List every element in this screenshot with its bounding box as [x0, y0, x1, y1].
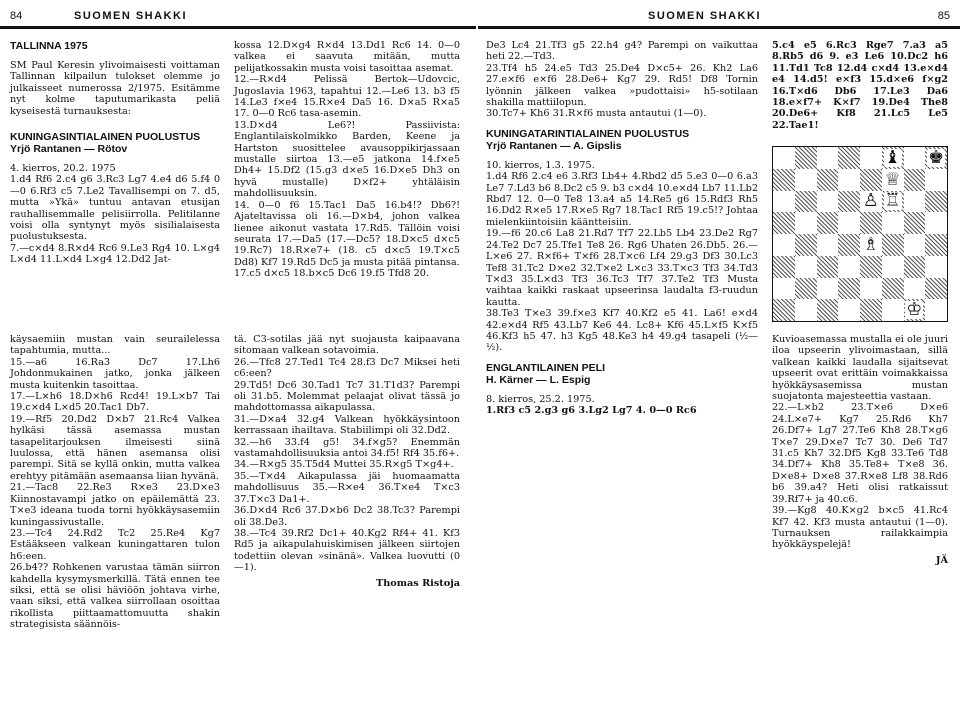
- board-square: [838, 212, 860, 234]
- board-square: [904, 299, 926, 321]
- board-square: [773, 256, 795, 278]
- board-square: [925, 147, 947, 169]
- section-heading: H. Kärner — L. Espig: [486, 373, 591, 386]
- paragraph: SM Paul Keresin ylivoimaisesti voittaman Tallinnan kilpailun tulokset olemme jo julkaisseet numerossa 2/1975. Esitämme nyt kolme taputumarikasta peliä kyseisestä turnauksesta:: [10, 60, 220, 117]
- magazine-title: SUOMEN SHAKKI: [74, 10, 188, 22]
- board-square: [838, 169, 860, 191]
- board-square: [904, 234, 926, 256]
- column-4-top: [772, 40, 948, 131]
- board-square: [860, 147, 882, 169]
- paragraph: 21.—Tac8 22.Re3 R×e3 23.D×e3 Kiinnostavampi jatko on epäilemättä 23. T×e3 ideana tuoda torni hyökkäysasemiin kuningassivustalle.: [10, 482, 220, 528]
- paragraph: 23.—Tc4 24.Rd2 Tc2 25.Re4 Kg7 Estääkseen valkean kuningattaren tulon h6:een.: [10, 527, 220, 562]
- board-square: [795, 256, 817, 278]
- board-square: [882, 299, 904, 321]
- board-square: [773, 147, 795, 169]
- paragraph: 19.—Rf5 20.Dd2 D×b7 21.Rc4 Valkea hylkäsi tässä asemassa mustan tasapelitarjouksen ilmeisesti siinä luulossa, että hänen asemansa olisi parempi. Sitä se kyllä onkin, mutta valkea erehtyy pitämään asemaansa liian hyvänä.: [10, 413, 220, 482]
- chess-piece: ♚: [928, 146, 945, 168]
- spacer: [10, 155, 220, 163]
- paragraph: 22.—L×b2 23.T×e6 D×e6 24.L×e7+ Kg7 25.Rd6 Kh7 26.Df7+ Lg7 27.Te6 Kh8 28.T×g6 T×e7 29.D×e7 Tc7 30. De6 Td7 31.c5 Kh7 32.Df5 Kg8 33.Te6 Td8 34.Df7+ Kh8 35.Te8+ T×e8 36. D×e8+ D×e8 37.R×e8 Lf8 38.Rd6 b6 39.a4? Heti olisi ratkaissut 39.Rf7+ ja 40.c6.: [772, 402, 948, 505]
- paragraph: 1.d4 Rf6 2.c4 g6 3.Rc3 Lg7 4.e4 d6 5.f4 0—0 6.Rf3 c5 7.Le2 Tavallisempi on 7. d5, mutta »Ykä» tuntuu antavan etusijan rauhallisemmalle pelisiirrolla. Pelitilanne voisi olla syntynyt myös sisilialaisesta puolustuksesta.: [10, 174, 220, 243]
- board-square: [904, 169, 926, 191]
- board-square: [838, 256, 860, 278]
- paragraph: 1.Rf3 c5 2.g3 g6 3.Lg2 Lg7 4. 0—0 Rc6: [486, 405, 697, 417]
- left-page-header: [0, 10, 476, 28]
- paragraph: 35.—T×d4 Aikapulassa jäi huomaamatta mahdollisuus 35.—R×e4 36.T×e4 T×c3 37.T×c3 Da1+.: [234, 470, 460, 505]
- paragraph: 19.—f6 20.c6 La8 21.Rd7 Tf7 22.Lb5 Lb4 23.De2 Rg7 24.Te2 Dc7 25.Tfe1 Te8 26. Rg6 Uhaten 26.Db5. 26.—L×e6 27. R×f6+ T×f6 28.T×c6 Lf4 29.g3 Df3 30.Lc3 Tef8 31.Tc2 D×e2 32.T×e2 L×c3 33.T×c3 Tf3 34.Td3 T×d3 35.L×d3 Tf3 36.Tc3 Tf7 37.Te2 Tf3 Musta vaihtaa kaikki raskaat upseerinsa laudalta f3-ruudun kautta.: [486, 228, 758, 308]
- board-square: [882, 256, 904, 278]
- board-square: [817, 256, 839, 278]
- paragraph: 26.b4?? Rohkenen varustaa tämän siirron kahdella kysymysmerkillä. Tätä ennen tee siksi, että se olisi häviöön johtava virhe, vaan siksi, että valkea siirrollaan osoittaa rikollista piittaamattomuutta shakin strategisista säännöis-: [10, 562, 220, 631]
- board-square: [795, 191, 817, 213]
- board-square: [817, 234, 839, 256]
- right-page: [478, 0, 960, 714]
- board-square: [838, 147, 860, 169]
- board-square: [773, 212, 795, 234]
- chess-piece: ♖: [884, 190, 901, 212]
- board-square: [882, 147, 904, 169]
- spacer: [486, 386, 758, 394]
- spacer: [10, 52, 220, 60]
- chess-piece: ♗: [862, 233, 879, 255]
- column-1-bottom: [10, 334, 220, 631]
- board-square: [795, 278, 817, 300]
- column-2-bottom: [234, 334, 460, 589]
- board-square: [838, 191, 860, 213]
- paragraph: 10. kierros, 1.3. 1975.: [486, 159, 595, 171]
- board-square: [817, 299, 839, 321]
- paragraph: 17.—L×h6 18.D×h6 Rcd4! 19.L×b7 Tai 19.c×d4 L×d5 20.Tac1 Db7.: [10, 391, 220, 414]
- board-square: [925, 212, 947, 234]
- board-square: [795, 169, 817, 191]
- board-square: [925, 278, 947, 300]
- board-square: [860, 169, 882, 191]
- board-square: [795, 299, 817, 321]
- board-square: [795, 147, 817, 169]
- board-square: [904, 147, 926, 169]
- board-square: [860, 212, 882, 234]
- paragraph: 1.d4 Rf6 2.c4 e6 3.Rf3 Lb4+ 4.Rbd2 d5 5.e3 0—0 6.a3 Le7 7.Ld3 b6 8.Dc2 c5 9. b3 c×d4 10.e×d4 Lb7 11.Lb2 Rbd7 12. 0—0 Te8 13.a4 a5 14.Re5 g6 15.Rdf3 Rh5 16.Dd2 R×e5 17.R×e5 Rg7 18.Tac1 Rf5 19.c5!? Johtaa mielenkiintoisiin kääntteisiin.: [486, 171, 758, 228]
- section-heading: Yrjö Rantanen — Rötov: [10, 143, 128, 156]
- spacer: [10, 123, 220, 131]
- section-heading: ENGLANTILAINEN PELI: [486, 361, 606, 374]
- magazine-title: SUOMEN SHAKKI: [648, 10, 762, 22]
- board-square: [904, 212, 926, 234]
- paragraph: 38.Te3 T×e3 39.f×e3 Kf7 40.Kf2 e5 41. La6! e×d4 42.e×d4 Rf5 43.Lb7 Ke6 44. Lc8+ Kf6 45.L×f5 K×f5 46.Kf3 h5 47. h3 Kg5 48.Ke3 h4 49.g4 tasapeli (½—½).: [486, 308, 758, 354]
- spacer: [486, 354, 758, 362]
- board-square: [860, 234, 882, 256]
- chess-board: [772, 146, 948, 322]
- board-square: [860, 299, 882, 321]
- section-heading: TALLINNA 1975: [10, 40, 88, 52]
- paragraph: 14. 0—0 f6 15.Tac1 Da5 16.b4!? Db6?! Ajateltavissa oli 16.—D×b4, johon valkea lienee aikonut vastata 17.Rd5. Tällöin voisi seurata 17.—Da5 (17.—Dc5? 18.D×c5 d×c5 19.Rc7) 18.R×e7+ (18. c5 d×c5 19.T×c5 Dd8) Kf7 19.Rd5 Dc5 ja musta pitää pintansa.: [234, 199, 460, 268]
- board-square: [817, 212, 839, 234]
- column-3: [486, 40, 758, 417]
- paragraph: 29.Td5! Dc6 30.Tad1 Tc7 31.T1d3? Parempi oli 31.b5. Molemmat pelaajat olivat tässä jo mahdottomassa aikapulassa.: [234, 379, 460, 414]
- author-signature: JÄ: [935, 554, 948, 566]
- board-square: [773, 278, 795, 300]
- paragraph: 32.—h6 33.f4 g5! 34.f×g5? Enemmän vastamahdollisuuksia antoi 34.f5! Rf4 35.f6+.: [234, 436, 460, 460]
- board-square: [838, 299, 860, 321]
- board-square: [795, 234, 817, 256]
- paragraph: 38.—Tc4 39.Rf2 Dc1+ 40.Kg2 Rf4+ 41. Kf3 Rd5 ja aikapulahuiskimisen jälkeen siirtojen todettiin olevan »sinänä». Valkea luovutti (0—1).: [234, 527, 460, 574]
- board-square: [838, 234, 860, 256]
- board-square: [817, 278, 839, 300]
- page-number: 85: [937, 10, 950, 22]
- board-square: [882, 278, 904, 300]
- author-signature: Thomas Ristoja: [376, 577, 460, 589]
- board-square: [925, 191, 947, 213]
- paragraph: 36.D×d4 Rc6 37.D×b6 Dc2 38.Tc3? Parempi oli 38.De3.: [234, 505, 460, 528]
- board-square: [773, 191, 795, 213]
- paragraph: 34.—R×g5 35.T5d4 Muttei 35.R×g5 T×g4+.: [234, 459, 454, 471]
- paragraph: 39.—Kg8 40.K×g2 b×c5 41.Rc4 Kf7 42. Kf3 musta antautui (1—0). Turnauksen railakkaimpia hyökkäyspelejä!: [772, 505, 948, 551]
- board-square: [882, 212, 904, 234]
- paragraph: 7.—c×d4 8.R×d4 Rc6 9.Le3 Rg4 10. L×g4 L×d4 11.L×d4 L×g4 12.Dd2 Jat-: [10, 242, 220, 266]
- paragraph: Kuvioasemassa mustalla ei ole juuri iloa upseerin ylivoimastaan, sillä valkean kaikki laudalla sijaitsevat upseerit ovat erittäin voimakkaissa hyökkäysasemissa mustan suojatonta majesteettia vastaan.: [772, 334, 948, 403]
- paragraph: 5.c4 e5 6.Rc3 Rge7 7.a3 a5 8.Rb5 d6 9. e3 Le6 10.Dc2 h6 11.Td1 Tc8 12.d4 c×d4 13.e×d4 e4 14.d5! e×f3 15.d×e6 f×g2 16.T×d6 Db6 17.Le3 Da6 18.e×f7+ K×f7 19.De4 The8 20.De6+ Kf8 21.Lc5 Le5 22.Tae1!: [772, 40, 948, 131]
- board-square: [925, 256, 947, 278]
- paragraph: 13.D×d4 Le6?! Passiivista: Englantilaiskolmikko Barden, Keene ja Hartston suosittelee avausoppikirjassaan mustalle siirtoa 13.—e5 jatkona 14.f×e5 Dh4+ 15.Df2 (15.g3 d×e5 16.D×e5 Dh3 on hyvä mustalle) D×f2+ yhtäläisin mahdollisuuksin.: [234, 119, 460, 200]
- board-square: [882, 191, 904, 213]
- paragraph: käysaemiin mustan vain seurailelessa tapahtumia, mutta...: [10, 334, 220, 357]
- column-2-top: [234, 40, 460, 280]
- board-square: [882, 169, 904, 191]
- section-heading: Yrjö Rantanen — A. Gipslis: [486, 139, 622, 152]
- left-page: [0, 0, 476, 714]
- board-square: [860, 278, 882, 300]
- header-rule: [0, 10, 476, 29]
- board-square: [904, 191, 926, 213]
- board-square: [773, 234, 795, 256]
- board-square: [860, 256, 882, 278]
- section-heading: KUNINGATARINTIALAINEN PUOLUSTUS: [486, 127, 690, 140]
- board-square: [773, 169, 795, 191]
- paragraph: kossa 12.D×g4 R×d4 13.Dd1 Rc6 14. 0—0 valkea ei saavuta mitään, mutta pelijatkossakin musta voisi tasoittaa asemat.: [234, 40, 460, 74]
- paragraph: De3 Lc4 21.Tf3 g5 22.h4 g4? Parempi on vaikuttaa heti 22.—Td3.: [486, 40, 758, 63]
- board-square: [925, 299, 947, 321]
- column-4-bottom: [772, 334, 948, 566]
- chess-piece: ♔: [906, 299, 923, 321]
- spacer: [486, 152, 758, 160]
- paragraph: 17.c5 d×c5 18.b×c5 Dc6 19.f5 Tfd8 20.: [234, 268, 430, 280]
- board-square: [817, 147, 839, 169]
- paragraph: 12.—R×d4 Pelissä Bertok—Udovcic, Jugoslavia 1963, tapahtui 12.—Le6 13. b3 f5 14.Le3 f×e4 15.R×e4 Da5 16. D×a5 R×a5 17. 0—0 Rc6 tasa-asemin.: [234, 74, 460, 120]
- paragraph: 8. kierros, 25.2. 1975.: [486, 393, 595, 405]
- paragraph: 4. kierros, 20.2. 1975: [10, 163, 116, 175]
- board-square: [882, 234, 904, 256]
- board-square: [925, 234, 947, 256]
- board-square: [817, 169, 839, 191]
- board-square: [838, 278, 860, 300]
- column-1-top: [10, 40, 220, 266]
- paragraph: tä. C3-sotilas jää nyt suojausta kaipaavana sitomaan valkean sotavoimia.: [234, 334, 460, 357]
- chess-piece: ♝: [884, 146, 901, 168]
- chess-piece: ♙: [862, 190, 879, 212]
- paragraph: 15.—a6 16.Ra3 Dc7 17.Lh6 Johdonmukainen jatko, jonka jälkeen musta kuitenkin tasoittaa.: [10, 356, 220, 391]
- page-number: 84: [10, 10, 23, 22]
- chess-diagram: [772, 146, 948, 322]
- paragraph: 26.—Tfc8 27.Ted1 Tc4 28.f3 Dc7 Miksei heti c6:een?: [234, 356, 460, 380]
- board-square: [925, 169, 947, 191]
- paragraph: 31.—D×a4 32.g4 Valkean hyökkäysintoon kerrassaan ihailtava. Stabiilimpi oli 32.Dd2.: [234, 413, 460, 437]
- paragraph: 23.Tf4 h5 24.e5 Td3 25.De4 D×c5+ 26. Kh2 La6 27.e×f6 e×f6 28.De6+ Kg7 29. Rd5! Df8 Tornin lyönnin jälkeen valkea »pudottaisi» h5-sotilaan shakilla mattiilopun.: [486, 62, 758, 109]
- paragraph: 30.Tc7+ Kh6 31.R×f6 musta antautui (1—0).: [486, 108, 707, 120]
- board-square: [817, 191, 839, 213]
- chess-piece: ♕: [884, 168, 901, 190]
- section-heading: KUNINGASINTIALAINEN PUOLUSTUS: [10, 131, 201, 144]
- right-page-header: [478, 10, 960, 28]
- board-square: [904, 256, 926, 278]
- board-square: [904, 278, 926, 300]
- board-square: [860, 191, 882, 213]
- board-square: [795, 212, 817, 234]
- spacer: [486, 120, 758, 128]
- board-square: [773, 299, 795, 321]
